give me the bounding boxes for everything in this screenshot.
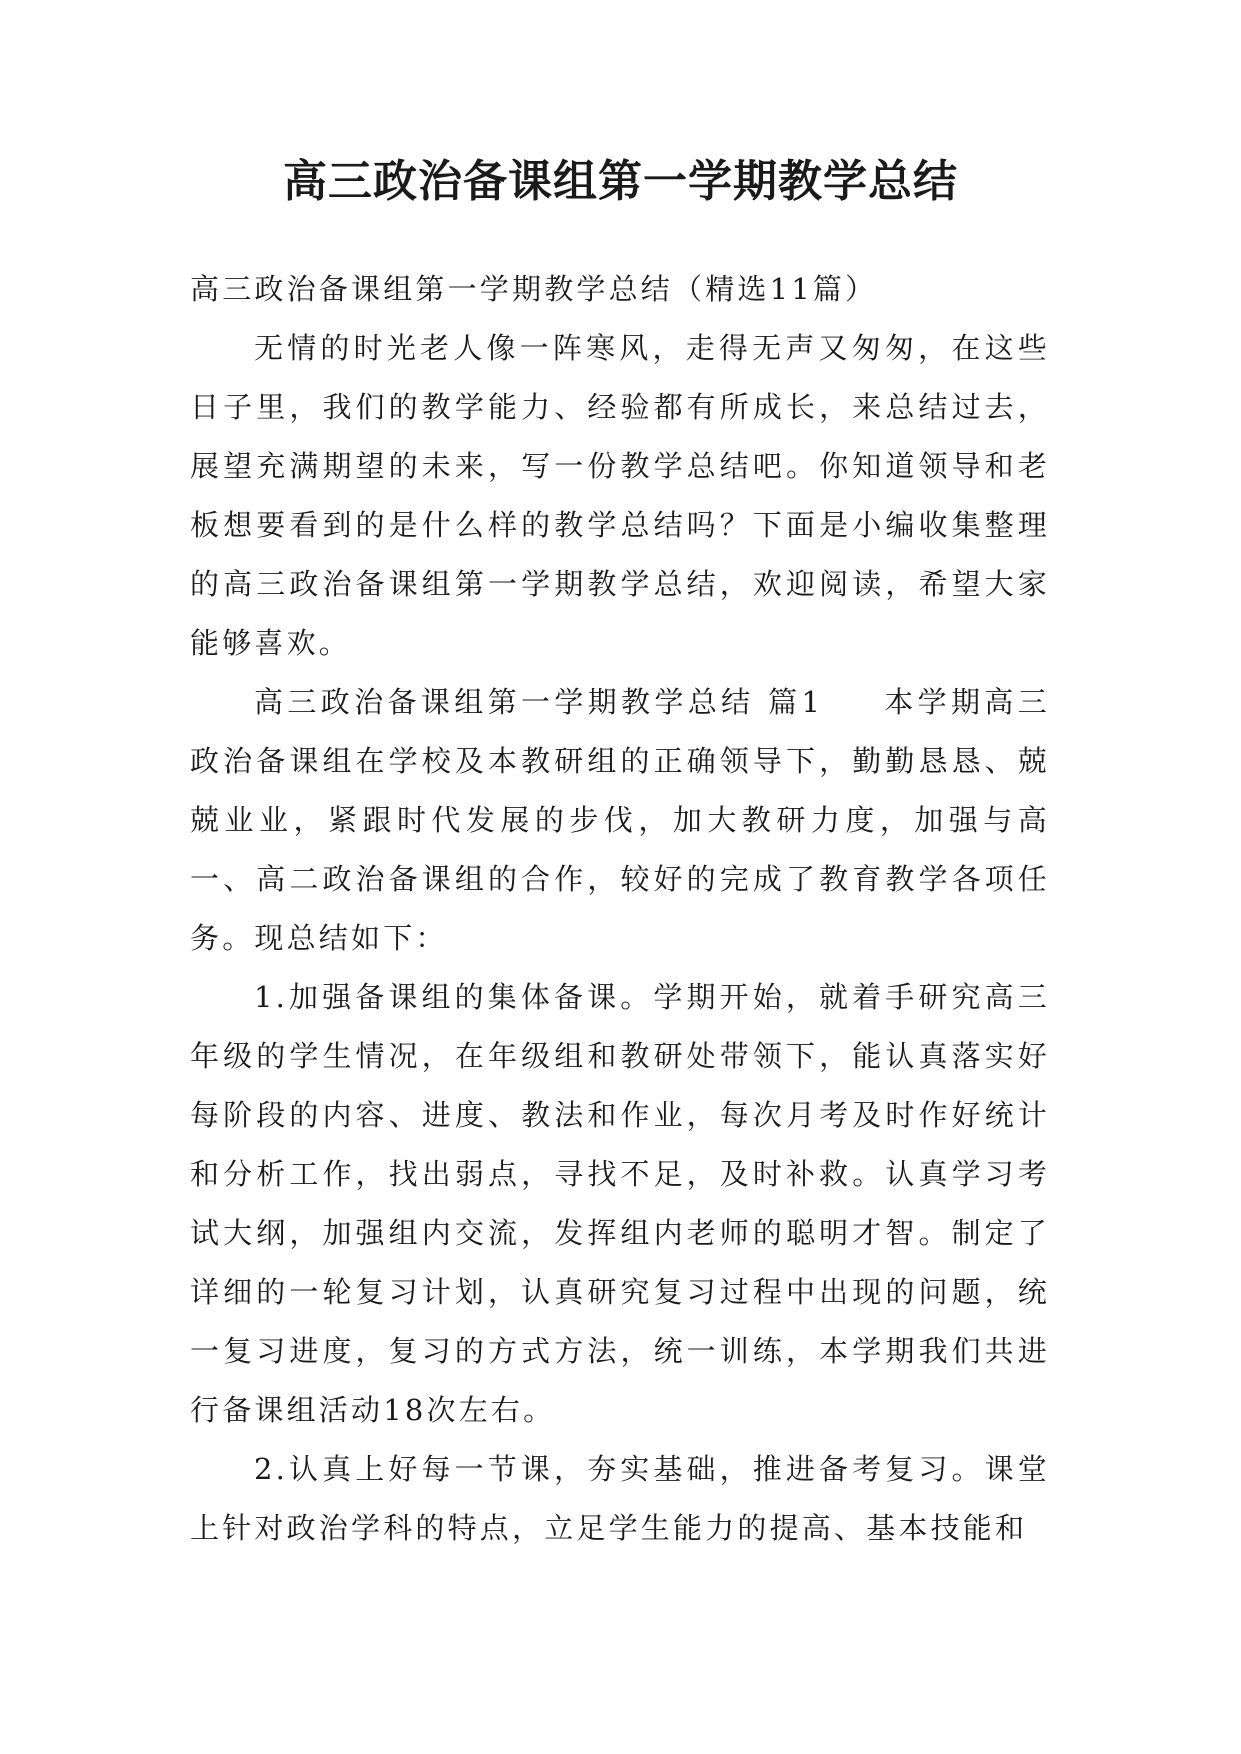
document-body <box>190 260 1050 1558</box>
document-subtitle: 高三政治备课组第一学期教学总结（精选11篇） <box>190 272 878 306</box>
document-title: 高三政治备课组第一学期教学总结 <box>283 156 958 207</box>
intro-paragraph: 无情的时光老人像一阵寒风，走得无声又匆匆，在这些日子里，我们的教学能力、经验都有所成长，来总结过去，展望充满期望的未来，写一份教学总结吧。你知道领导和老板想要看到的是什么样的教学总结吗？下面是小编收集整理的高三政治备课组第一学期教学总结，欢迎阅读，希望大家能够喜欢。 <box>190 331 1050 660</box>
point-2-paragraph: 2.认真上好每一节课，夯实基础，推进备考复习。课堂上针对政治学科的特点，立足学生能力的提高、基本技能和 <box>190 1452 1050 1545</box>
section-1-paragraph <box>190 673 1050 968</box>
section-1-opening: 本学期高三政治备课组在学校及本教研组的正确领导下，勤勤恳恳、兢兢业业，紧跟时代发展的步伐，加大教研力度，加强与高一、高二政治备课组的合作，较好的完成了教育教学各项任务。现总结如下： <box>190 685 1050 955</box>
point-1-paragraph: 1.加强备课组的集体备课。学期开始，就着手研究高三年级的学生情况，在年级组和教研处带领下，能认真落实好每阶段的内容、进度、教法和作业，每次月考及时作好统计和分析工作，找出弱点，寻找不足，及时补救。认真学习考试大纲，加强组内交流，发挥组内老师的聪明才智。制定了详细的一轮复习计划，认真研究复习过程中出现的问题，统一复习进度，复习的方式方法，统一训练，本学期我们共进行备课组活动18次左右。 <box>190 980 1050 1427</box>
section-1-heading: 高三政治备课组第一学期教学总结 篇1 <box>254 685 824 719</box>
